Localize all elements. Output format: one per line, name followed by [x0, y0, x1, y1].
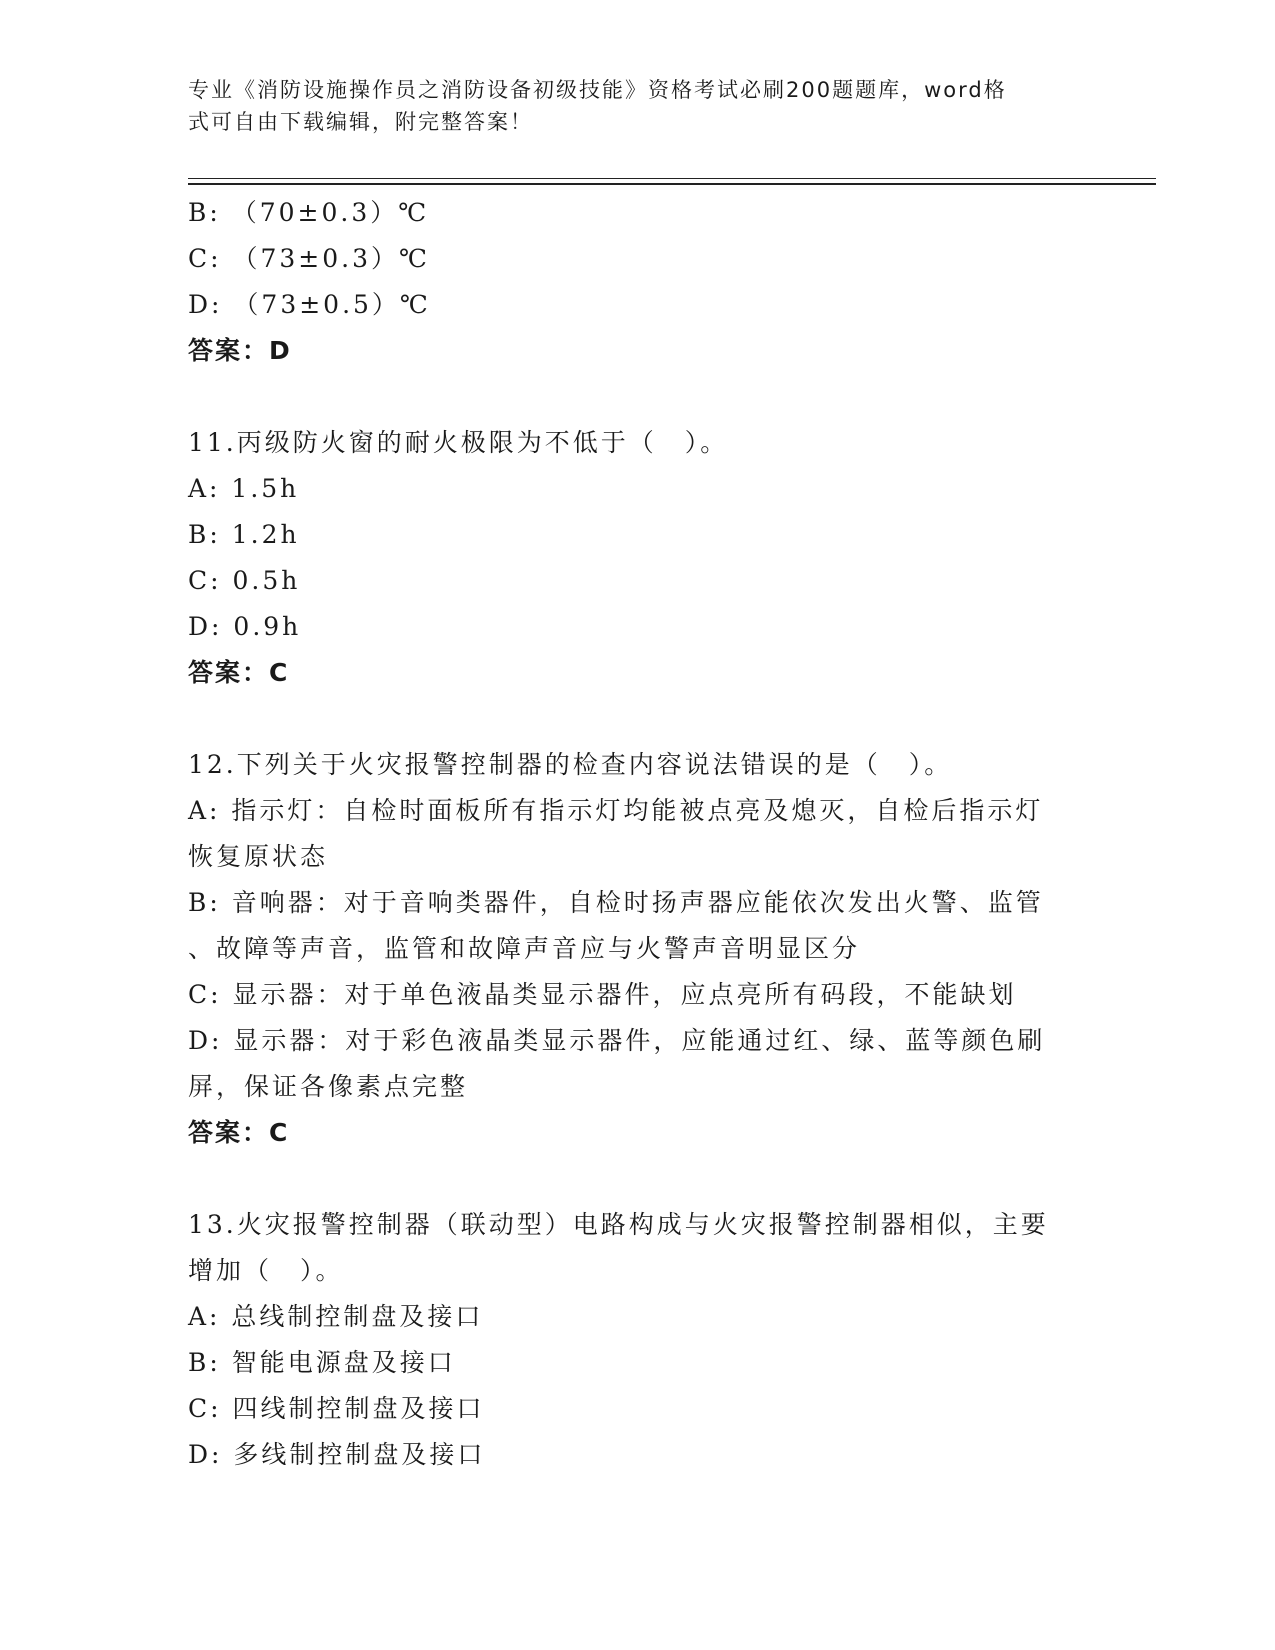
header-divider-thin: [188, 178, 1156, 179]
spacer: [188, 696, 1088, 742]
question-stem-continued: 增加（ ）。: [188, 1256, 344, 1285]
option-a: A: 1.5h: [188, 474, 300, 503]
option-a: A: 指示灯：自检时面板所有指示灯均能被点亮及熄灭，自检后指示灯: [188, 796, 1044, 825]
option-d: D: （73±0.5）℃: [188, 290, 431, 319]
spacer: [188, 1156, 1088, 1202]
option-b: B: 音响器：对于音响类器件，自检时扬声器应能依次发出火警、监管: [188, 888, 1044, 917]
option-b: B: （70±0.3）℃: [188, 198, 430, 227]
header-line-1: 专业《消防设施操作员之消防设备初级技能》资格考试必刷200题题库，word格: [188, 78, 1007, 102]
option-c: C: 0.5h: [188, 566, 301, 595]
header-line-2: 式可自由下载编辑，附完整答案！: [188, 110, 533, 134]
option-b: B: 1.2h: [188, 520, 300, 549]
answer-line: 答案：C: [188, 1118, 290, 1147]
option-d: D: 显示器：对于彩色液晶类显示器件，应能通过红、绿、蓝等颜色刷: [188, 1026, 1046, 1055]
spacer: [188, 374, 1088, 420]
question-12: [188, 742, 1088, 1156]
option-a: A: 总线制控制盘及接口: [188, 1302, 484, 1331]
option-b-continued: 、故障等声音，监管和故障声音应与火警声音明显区分: [188, 934, 861, 963]
question-stem: 13.火灾报警控制器（联动型）电路构成与火灾报警控制器相似，主要: [188, 1210, 1049, 1239]
question-stem: 11.丙级防火窗的耐火极限为不低于（ ）。: [188, 428, 729, 457]
option-c: C: 四线制控制盘及接口: [188, 1394, 485, 1423]
question-stem: 12.下列关于火灾报警控制器的检查内容说法错误的是（ ）。: [188, 750, 953, 779]
option-a-continued: 恢复原状态: [188, 842, 329, 871]
question-11: [188, 420, 1088, 696]
question-list: [188, 190, 1088, 1478]
option-b: B: 智能电源盘及接口: [188, 1348, 456, 1377]
answer-line: 答案：D: [188, 336, 292, 365]
option-c: C: （73±0.3）℃: [188, 244, 430, 273]
option-c: C: 显示器：对于单色液晶类显示器件，应点亮所有码段，不能缺划: [188, 980, 1017, 1009]
option-d-continued: 屏，保证各像素点完整: [188, 1072, 469, 1101]
header-divider-thick: [188, 183, 1156, 185]
option-d: D: 0.9h: [188, 612, 302, 641]
document-header: [188, 74, 1068, 138]
answer-line: 答案：C: [188, 658, 290, 687]
previous-question: [188, 190, 1088, 374]
option-d: D: 多线制控制盘及接口: [188, 1440, 486, 1469]
question-13: [188, 1202, 1088, 1478]
